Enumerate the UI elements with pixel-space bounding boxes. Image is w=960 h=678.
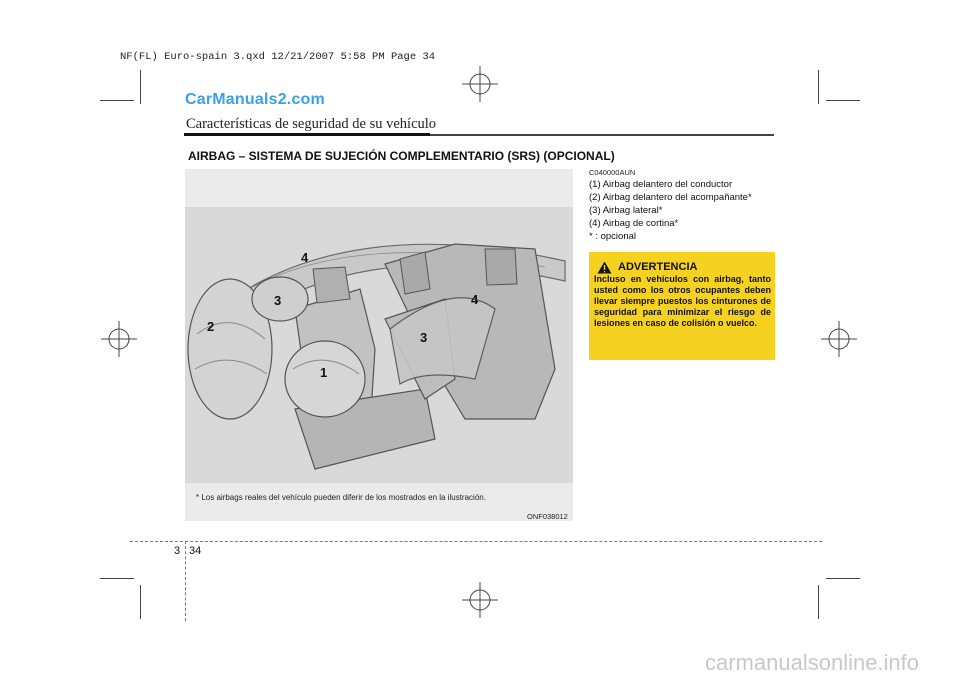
chapter-number: 3 [174,545,181,557]
warning-title: ADVERTENCIA [618,261,698,273]
title-rule-accent [184,133,430,136]
page-number: 34 [189,545,202,557]
legend-item: (2) Airbag delantero del acompañante* [589,192,752,203]
legend-item: (1) Airbag delantero del conductor [589,179,733,190]
warning-header [597,260,697,274]
callout-2: 2 [207,319,215,334]
figure-code: ONF038012 [527,512,568,521]
car-interior-drawing [185,169,573,521]
warning-box [589,252,775,360]
footer-rule [130,541,822,542]
footer-separator [185,541,186,621]
watermark-logo-top[interactable]: CarManuals2.com [185,91,325,108]
legend-item: (3) Airbag lateral* [589,205,663,216]
callout-3-rear: 3 [420,330,428,345]
callout-4-rear: 4 [471,292,479,307]
warning-triangle-icon [597,261,612,274]
airbag-legend [589,178,752,243]
watermark-link-bottom[interactable]: carmanualsonline.info [705,650,920,675]
warning-text: Incluso en vehículos con airbag, tanto usted como los otros ocupantes deben llevar siempre puestos los cinturones de seguridad para minimizar el riesgo de lesiones en caso de colisión o vuelco. [594,274,771,328]
legend-item: * : opcional [589,231,637,242]
callout-1: 1 [320,365,328,380]
page-heading: AIRBAG – SISTEMA DE SUJECIÓN COMPLEMENTARIO (SRS) (OPCIONAL) [188,149,615,163]
section-title: Características de seguridad de su vehículo [186,116,437,132]
callout-4-front: 4 [301,250,309,265]
print-slug-header: NF(FL) Euro-spain 3.qxd 12/21/2007 5:58 PM Page 34 [120,51,436,63]
figure-caption: * Los airbags reales del vehículo pueden diferir de los mostrados en la ilustración. [196,493,486,502]
airbag-illustration [185,169,573,521]
callout-3-front: 3 [274,293,282,308]
legend-item: (4) Airbag de cortina* [589,218,679,229]
document-code: C040000AUN [589,168,636,177]
